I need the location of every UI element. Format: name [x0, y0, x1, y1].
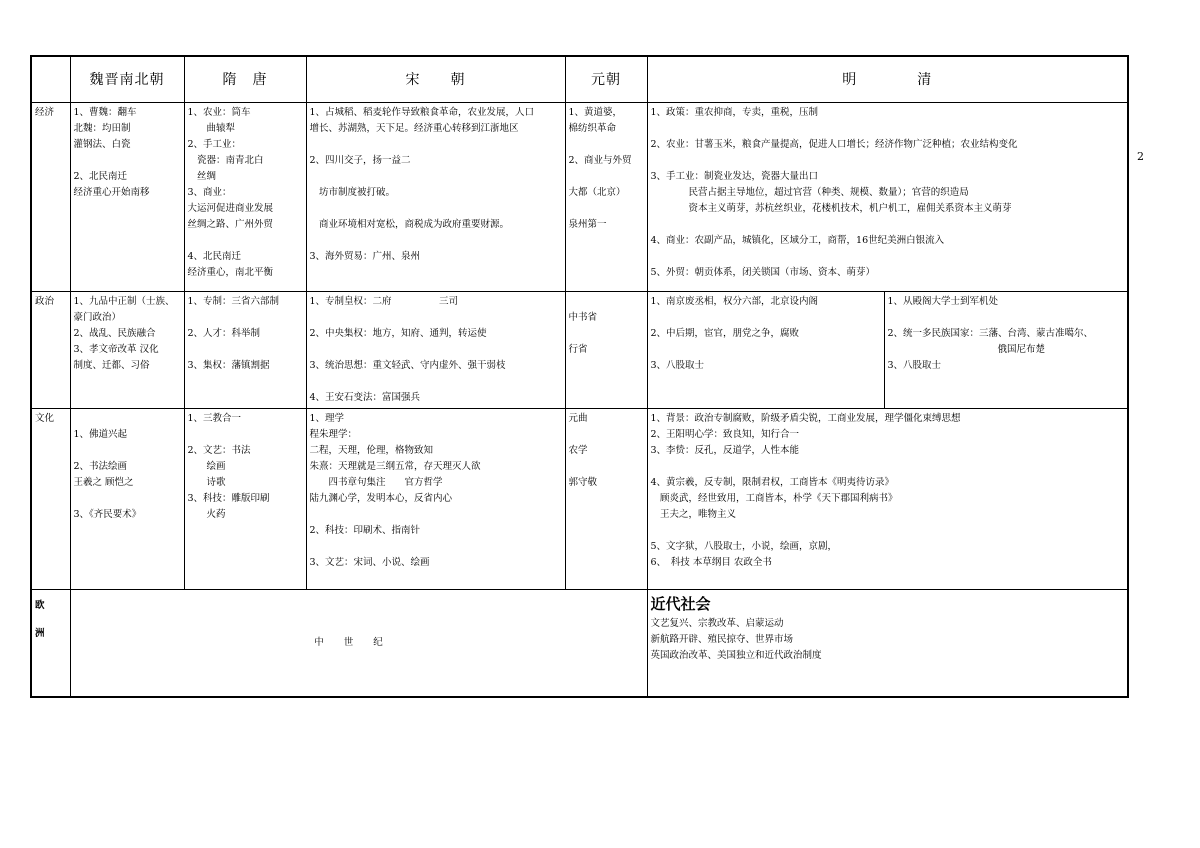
- cell-line: 1、政策：重农抑商，专卖，重税，压制: [650, 107, 819, 118]
- cell-line: 1、南京废丞相，权分六部，北京设内阁: [650, 296, 819, 307]
- cell-line: 程朱理学：: [309, 429, 358, 440]
- qing-line-1: 1、从殿阁大学士到军机处: [887, 296, 999, 307]
- history-comparison-table: [30, 55, 1129, 698]
- culture-mingqing-cell: [647, 409, 1128, 590]
- europe-label-char-1: 欧: [35, 600, 45, 611]
- cell-line: 3、手工业：制瓷业发达，瓷器大量出口: [650, 171, 819, 182]
- row-label-culture: 文化: [31, 409, 70, 590]
- cell-line: 3、孝文帝改革 汉化: [73, 344, 159, 355]
- header-song: 宋 朝: [306, 56, 565, 103]
- cell-line: [310, 310, 562, 326]
- cell-line: 行省: [568, 344, 588, 355]
- cell-line: 瓷器：南青北白: [187, 155, 264, 166]
- qing-line-3: 3、八股取士: [887, 360, 942, 371]
- cell-line: [651, 342, 881, 358]
- cell-line: [310, 201, 562, 217]
- cell-line: [569, 427, 644, 443]
- cell-line: 曲辕犁: [187, 123, 236, 134]
- cell-line: [310, 233, 562, 249]
- cell-line: 3、八股取士: [650, 360, 705, 371]
- politics-weijin-cell: [70, 292, 184, 409]
- cell-line: [569, 169, 644, 185]
- cell-line: [651, 217, 1125, 233]
- cell-line: 元曲: [568, 413, 588, 424]
- cell-line: 3、统治思想：重文轻武、守内虚外、强干弱枝: [309, 360, 506, 371]
- cell-line: 王夫之，唯物主义: [650, 509, 737, 520]
- cell-line: [188, 427, 303, 443]
- economy-song-cell: [306, 103, 565, 292]
- cell-line: 资本主义萌芽，苏杭丝织业，花楼机技术，机户机工，雇佣关系资本主义萌芽: [650, 203, 1012, 214]
- cell-line: 2、农业：甘薯玉米，粮食产量提高，促进人口增长；经济作物广泛种植；农业结构变化: [650, 139, 1018, 150]
- europe-medieval-cell: 中世纪: [70, 590, 647, 698]
- cell-line: 大运河促进商业发展: [187, 203, 274, 214]
- header-mingqing: 明 清: [647, 56, 1128, 103]
- header-row: [31, 56, 1128, 103]
- cell-line: 泉州第一: [568, 219, 607, 230]
- cell-line: [188, 342, 303, 358]
- cell-line: 1、九品中正制（士族、: [73, 296, 175, 307]
- row-label-economy: 经济: [31, 103, 70, 292]
- cell-line: 3、商业：: [187, 187, 232, 198]
- cell-line: 1、曹魏：翻车: [73, 107, 137, 118]
- row-label-politics: 政治: [31, 292, 70, 409]
- economy-mingqing-cell: [647, 103, 1128, 292]
- cell-line: [74, 153, 181, 169]
- cell-line: [188, 310, 303, 326]
- cell-line: 棉纺织革命: [568, 123, 617, 134]
- cell-line: 诗歌: [187, 477, 226, 488]
- politics-qing-cell: [884, 292, 1128, 409]
- modern-society-title: 近代社会: [650, 595, 711, 613]
- cell-line: [569, 326, 644, 342]
- cell-line: 经济重心，南北平衡: [187, 267, 274, 278]
- cell-line: 中书省: [568, 312, 598, 323]
- cell-line: 丝绸之路、广州外贸: [187, 219, 274, 230]
- cell-line: 1、专制：三省六部制: [187, 296, 280, 307]
- cell-line: [651, 459, 1125, 475]
- cell-line: 郭守敬: [568, 477, 598, 488]
- cell-line: 丝绸: [187, 171, 217, 182]
- culture-yuan-cell: [565, 409, 647, 590]
- cell-line: 3、《齐民要术》: [73, 509, 142, 520]
- cell-line: 3、李贽：反孔，反道学，人性本能: [650, 445, 800, 456]
- politics-yuan-cell: [565, 292, 647, 409]
- cell-line: 农学: [568, 445, 588, 456]
- cell-line: 坊市制度被打破。: [309, 187, 396, 198]
- cell-line: 1、佛道兴起: [73, 429, 128, 440]
- cell-line: 1、黄道婆，: [568, 107, 623, 118]
- cell-line: 2、人才：科举制: [187, 328, 261, 339]
- cell-line: [651, 523, 1125, 539]
- cell-line: [74, 491, 181, 507]
- cell-line: [310, 507, 562, 523]
- cell-line: 3、集权：藩镇割据: [187, 360, 270, 371]
- cell-line: [310, 169, 562, 185]
- cell-line: 1、占城稻、稻麦轮作导致粮食革命，农业发展，人口: [309, 107, 535, 118]
- cell-line: 商业环境相对宽松，商税成为政府重要财源。: [309, 219, 510, 230]
- politics-suitang-cell: [184, 292, 306, 409]
- cell-line: 制度、迁都、习俗: [73, 360, 150, 371]
- cell-line: 2、商业与外贸: [568, 155, 632, 166]
- cell-line: 王羲之 顾恺之: [73, 477, 134, 488]
- cell-line: [310, 137, 562, 153]
- cell-line: [651, 249, 1125, 265]
- cell-line: 四书章句集注 官方哲学: [309, 477, 443, 488]
- modern-line-1: 文艺复兴、宗教改革、启蒙运动: [650, 618, 784, 629]
- cell-line: 民营占据主导地位，超过官营（种类、规模、数量）；官营的织造局: [650, 187, 969, 198]
- cell-line: 大都（北京）: [568, 187, 626, 198]
- corner-cell: [31, 56, 70, 103]
- cell-line: 4、商业：农副产品，城镇化，区域分工，商帮，16世纪美洲白银流入: [650, 235, 945, 246]
- cell-line: 1、背景：政治专制腐败，阶级矛盾尖锐，工商业发展，理学僵化束缚思想: [650, 413, 961, 424]
- cell-line: [651, 121, 1125, 137]
- cell-line: [651, 310, 881, 326]
- cell-line: 顾炎武，经世致用，工商皆本，朴学《天下郡国利病书》: [650, 493, 898, 504]
- culture-row: [31, 409, 1128, 590]
- cell-line: 2、手工业：: [187, 139, 242, 150]
- cell-line: 增长、苏湖熟，天下足。经济重心转移到江浙地区: [309, 123, 519, 134]
- cell-line: 朱熹：天理就是三纲五常，存天理灭人欲: [309, 461, 481, 472]
- header-weijin: 魏晋南北朝: [70, 56, 184, 103]
- cell-line: 4、黄宗羲，反专制，限制君权，工商皆本《明夷待访录》: [650, 477, 895, 488]
- economy-row: [31, 103, 1128, 292]
- politics-row: [31, 292, 1128, 409]
- cell-line: 4、王安石变法：富国强兵: [309, 392, 421, 403]
- cell-line: 1、专制皇权：二府 三司: [309, 296, 459, 307]
- cell-line: 5、文字狱，八股取士，小说，绘画，京剧，: [650, 541, 838, 552]
- culture-weijin-cell: [70, 409, 184, 590]
- cell-line: 6、 科技 本草纲目 农政全书: [650, 557, 772, 568]
- cell-line: [569, 294, 644, 310]
- header-yuan: 元朝: [565, 56, 647, 103]
- page-number: 2: [1137, 150, 1144, 163]
- economy-suitang-cell: [184, 103, 306, 292]
- cell-line: 4、北民南迁: [187, 251, 242, 262]
- cell-line: 灌钢法、白瓷: [73, 139, 131, 150]
- culture-suitang-cell: [184, 409, 306, 590]
- europe-row: [31, 590, 1128, 698]
- cell-line: 3、文艺：宋词、小说、绘画: [309, 557, 430, 568]
- cell-line: [569, 459, 644, 475]
- politics-song-cell: [306, 292, 565, 409]
- cell-line: [651, 153, 1125, 169]
- cell-line: 2、四川交子，扬一益二: [309, 155, 411, 166]
- culture-song-cell: [306, 409, 565, 590]
- europe-label-char-2: 洲: [35, 628, 45, 639]
- cell-line: 2、科技：印刷术、指南针: [309, 525, 421, 536]
- modern-line-2: 新航路开辟、殖民掠夺、世界市场: [650, 634, 794, 645]
- cell-line: 陆九渊心学，发明本心，反省内心: [309, 493, 453, 504]
- cell-line: 2、文艺：书法: [187, 445, 251, 456]
- europe-modern-cell: [647, 590, 1128, 698]
- cell-line: 2、战乱、民族融合: [73, 328, 156, 339]
- economy-yuan-cell: [565, 103, 647, 292]
- cell-line: [188, 233, 303, 249]
- cell-line: 经济重心开始南移: [73, 187, 150, 198]
- politics-ming-cell: [647, 292, 884, 409]
- header-suitang: 隋 唐: [184, 56, 306, 103]
- cell-line: 2、中央集权：地方，知府、通判，转运使: [309, 328, 487, 339]
- cell-line: [310, 342, 562, 358]
- cell-line: [310, 539, 562, 555]
- cell-line: [310, 374, 562, 390]
- cell-line: 2、王阳明心学：致良知，知行合一: [650, 429, 800, 440]
- cell-line: 1、农业：筒车: [187, 107, 251, 118]
- qing-line-2b: 俄国尼布楚: [997, 344, 1046, 355]
- cell-line: [569, 137, 644, 153]
- cell-line: 2、中后期，宦官，朋党之争，腐败: [650, 328, 800, 339]
- cell-line: 豪门政治）: [73, 312, 122, 323]
- cell-line: 3、科技：雕版印刷: [187, 493, 270, 504]
- cell-line: [74, 411, 181, 427]
- cell-line: [74, 443, 181, 459]
- qing-line-2: 2、统一多民族国家：三藩、台湾、蒙古准噶尔、: [887, 328, 1094, 339]
- row-label-europe: [31, 590, 70, 698]
- cell-line: 1、三教合一: [187, 413, 242, 424]
- cell-line: 3、海外贸易：广州、泉州: [309, 251, 421, 262]
- cell-line: 2、北民南迁: [73, 171, 128, 182]
- modern-line-3: 英国政治改革、美国独立和近代政治制度: [650, 650, 822, 661]
- cell-line: 火药: [187, 509, 226, 520]
- cell-line: 1、理学: [309, 413, 345, 424]
- economy-weijin-cell: [70, 103, 184, 292]
- cell-line: [569, 201, 644, 217]
- cell-line: 5、外贸：朝贡体系，闭关锁国（市场、资本、萌芽）: [650, 267, 876, 278]
- cell-line: 绘画: [187, 461, 226, 472]
- cell-line: 二程，天理，伦理，格物致知: [309, 445, 434, 456]
- cell-line: 2、书法绘画: [73, 461, 128, 472]
- cell-line: 北魏：均田制: [73, 123, 131, 134]
